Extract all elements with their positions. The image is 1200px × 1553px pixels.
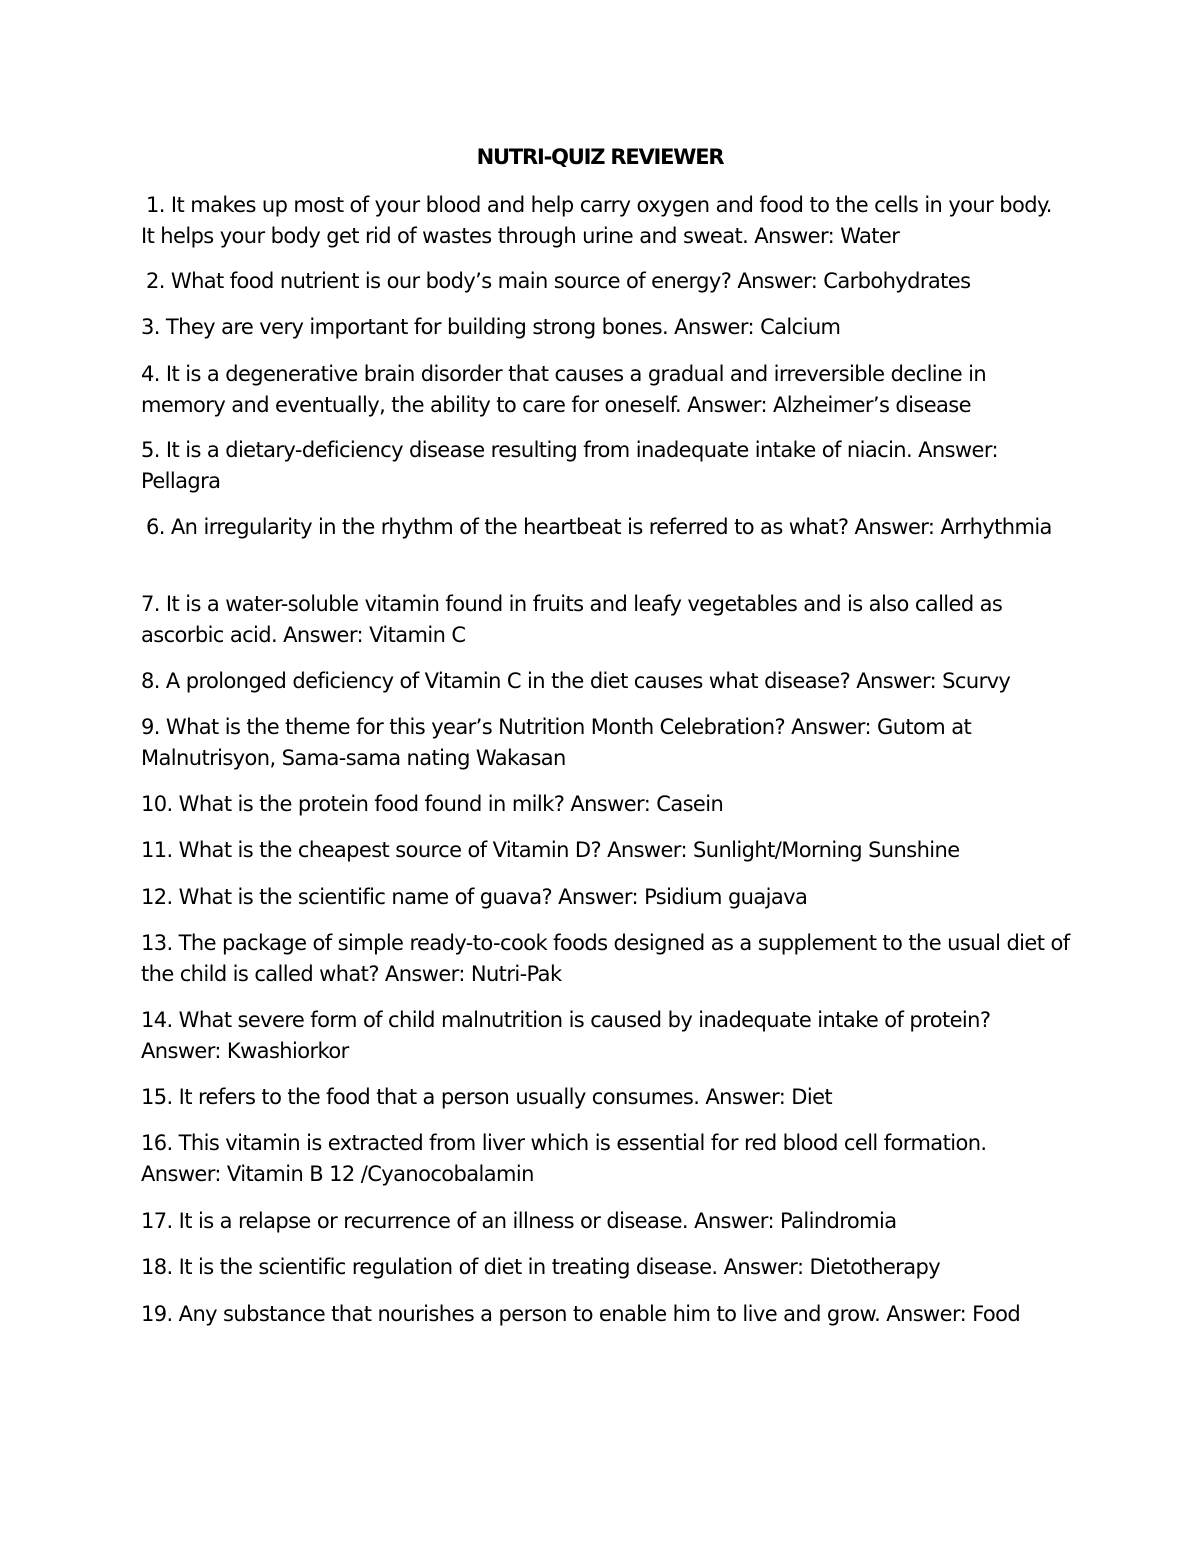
- question-7: 7. It is a water-soluble vitamin found in fruits and leafy vegetables and is also called as ascorbic acid. Answer: Vitamin C: [141, 592, 1003, 647]
- question-5: 5. It is a dietary-deficiency disease resulting from inadequate intake of niacin. Answer: Pellagra: [141, 438, 999, 493]
- question-1: 1. It makes up most of your blood and help carry oxygen and food to the cells in your body. It helps your body get rid of wastes through urine and sweat. Answer: Water: [141, 193, 1052, 248]
- page-title: NUTRI-QUIZ REVIEWER: [476, 145, 724, 169]
- question-12: 12. What is the scientific name of guava? Answer: Psidium guajava: [141, 885, 808, 909]
- question-10: 10. What is the protein food found in milk? Answer: Casein: [141, 792, 724, 816]
- question-2: 2. What food nutrient is our body’s main source of energy? Answer: Carbohydrates: [146, 269, 971, 293]
- question-3: 3. They are very important for building strong bones. Answer: Calcium: [141, 315, 841, 339]
- question-4: 4. It is a degenerative brain disorder that causes a gradual and irreversible decline in memory and eventually, the ability to care for oneself. Answer: Alzheimer’s disease: [141, 362, 987, 417]
- question-17: 17. It is a relapse or recurrence of an illness or disease. Answer: Palindromia: [141, 1209, 897, 1233]
- question-11: 11. What is the cheapest source of Vitamin D? Answer: Sunlight/Morning Sunshine: [141, 838, 960, 862]
- question-18: 18. It is the scientific regulation of diet in treating disease. Answer: Dietotherapy: [141, 1255, 941, 1279]
- question-15: 15. It refers to the food that a person usually consumes. Answer: Diet: [141, 1085, 833, 1109]
- question-9: 9. What is the theme for this year’s Nutrition Month Celebration? Answer: Gutom at Malnutrisyon, Sama-sama nating Wakasan: [141, 715, 972, 770]
- question-6: 6. An irregularity in the rhythm of the heartbeat is referred to as what? Answer: Arrhythmia: [146, 515, 1052, 539]
- question-8: 8. A prolonged deficiency of Vitamin C in the diet causes what disease? Answer: Scurvy: [141, 669, 1011, 693]
- question-16: 16. This vitamin is extracted from liver which is essential for red blood cell formation. Answer: Vitamin B 12 /Cyanocobalamin: [141, 1131, 987, 1186]
- question-19: 19. Any substance that nourishes a person to enable him to live and grow. Answer: Food: [141, 1302, 1021, 1326]
- question-14: 14. What severe form of child malnutrition is caused by inadequate intake of protein? Answer: Kwashiorkor: [141, 1008, 991, 1063]
- question-13: 13. The package of simple ready-to-cook foods designed as a supplement to the usual diet of the child is called what? Answer: Nutri-Pak: [141, 931, 1070, 986]
